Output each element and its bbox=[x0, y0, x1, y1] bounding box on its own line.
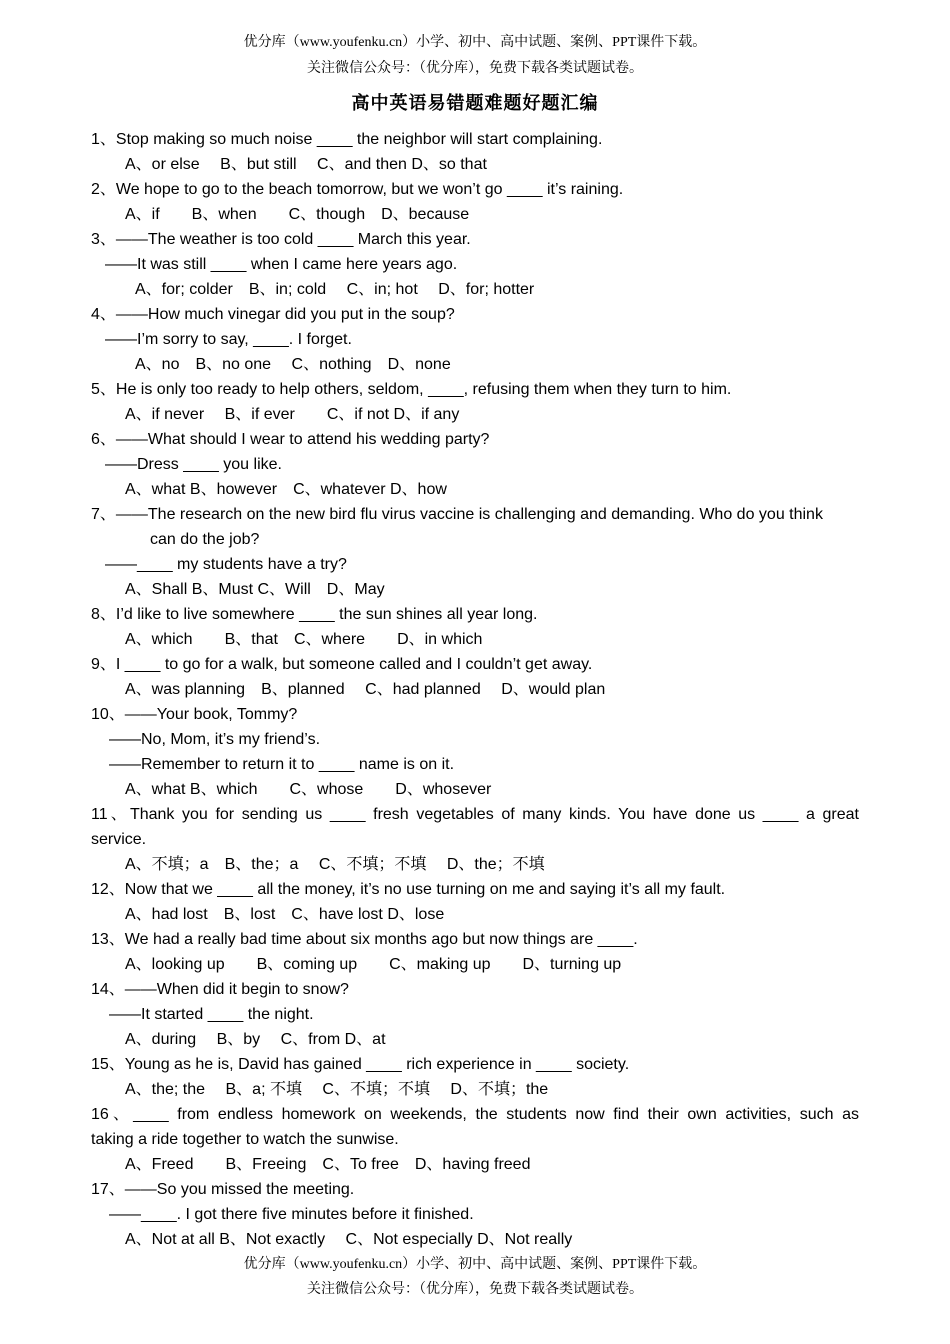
question-options: A、was planning B、planned C、had planned D、would plan bbox=[125, 681, 606, 698]
question-options: A、no B、no one C、nothing D、none bbox=[135, 356, 451, 373]
question-stem: 4、——How much vinegar did you put in the soup? bbox=[91, 306, 455, 323]
question-options: A、Shall B、Must C、Will D、May bbox=[125, 581, 385, 598]
question-stem-continued: can do the job? bbox=[150, 531, 260, 548]
question-options: A、the; the B、a; 不填 C、不填；不填 D、不填；the bbox=[125, 1081, 549, 1098]
question-dialog: ——It started ____ the night. bbox=[109, 1006, 314, 1023]
question-stem: 11、Thank you for sending us ____ fresh vegetables of many kinds. You have done us ____ a great bbox=[91, 806, 859, 823]
question-stem: 16、____ from endless homework on weekends, the students now find their own activities, such as bbox=[91, 1106, 859, 1123]
question-stem: 3、——The weather is too cold ____ March this year. bbox=[91, 231, 471, 248]
question-options: A、Not at all B、Not exactly C、Not especially D、Not really bbox=[125, 1231, 573, 1248]
footer-site-line: 优分库（www.youfenku.cn）小学、初中、高中试题、案例、PPT课件下载。 bbox=[243, 1257, 707, 1272]
question-options: A、Freed B、Freeing C、To free D、having freed bbox=[125, 1156, 531, 1173]
question-dialog: ——It was still ____ when I came here years ago. bbox=[105, 256, 458, 273]
page-title: 高中英语易错题难题好题汇编 bbox=[351, 93, 599, 114]
question-options: A、if B、when C、though D、because bbox=[125, 206, 470, 223]
question-options: A、during B、by C、from D、at bbox=[125, 1031, 386, 1048]
question-stem: 10、——Your book, Tommy? bbox=[91, 706, 298, 723]
question-dialog: ——No, Mom, it’s my friend’s. bbox=[109, 731, 321, 748]
footer-wechat-line: 关注微信公众号：（优分库），免费下载各类试题试卷。 bbox=[307, 1282, 643, 1297]
question-stem-continued: service. bbox=[91, 831, 147, 848]
question-dialog: ——Remember to return it to ____ name is on it. bbox=[109, 756, 455, 773]
question-options: A、which B、that C、where D、in which bbox=[125, 631, 483, 648]
question-stem: 14、——When did it begin to snow? bbox=[91, 981, 349, 998]
header-wechat-line: 关注微信公众号：（优分库），免费下载各类试题试卷。 bbox=[307, 61, 643, 76]
question-stem: 2、We hope to go to the beach tomorrow, but we won’t go ____ it’s raining. bbox=[91, 181, 624, 198]
question-options: A、looking up B、coming up C、making up D、turning up bbox=[125, 956, 622, 973]
question-stem: 12、Now that we ____ all the money, it’s no use turning on me and saying it’s all my fault. bbox=[91, 881, 726, 898]
question-options: A、or else B、but still C、and then D、so that bbox=[125, 156, 487, 173]
question-stem: 8、I’d like to live somewhere ____ the sun shines all year long. bbox=[91, 606, 538, 623]
question-options: A、had lost B、lost C、have lost D、lose bbox=[125, 906, 445, 923]
question-dialog: ——I’m sorry to say, ____. I forget. bbox=[105, 331, 352, 348]
question-stem: 9、I ____ to go for a walk, but someone called and I couldn’t get away. bbox=[91, 656, 593, 673]
question-stem: 17、——So you missed the meeting. bbox=[91, 1181, 355, 1198]
question-stem: 13、We had a really bad time about six months ago but now things are ____. bbox=[91, 931, 638, 948]
question-stem: 7、——The research on the new bird flu virus vaccine is challenging and demanding. Who do you think bbox=[91, 506, 823, 523]
question-options: A、what B、however C、whatever D、how bbox=[125, 481, 447, 498]
question-options: A、for; colder B、in; cold C、in; hot D、for; hotter bbox=[135, 281, 535, 298]
question-dialog: ——____ my students have a try? bbox=[105, 556, 347, 573]
question-options: A、不填；a B、the；a C、不填；不填 D、the；不填 bbox=[125, 856, 545, 873]
question-stem: 15、Young as he is, David has gained ____ rich experience in ____ society. bbox=[91, 1056, 630, 1073]
header-site-line: 优分库（www.youfenku.cn）小学、初中、高中试题、案例、PPT课件下载。 bbox=[243, 35, 707, 50]
question-stem: 6、——What should I wear to attend his wedding party? bbox=[91, 431, 490, 448]
question-dialog: ——____. I got there five minutes before it finished. bbox=[109, 1206, 474, 1223]
question-options: A、if never B、if ever C、if not D、if any bbox=[125, 406, 460, 423]
question-stem-continued: taking a ride together to watch the sunwise. bbox=[91, 1131, 399, 1148]
question-dialog: ——Dress ____ you like. bbox=[105, 456, 282, 473]
question-options: A、what B、which C、whose D、whosever bbox=[125, 781, 492, 798]
question-stem: 5、He is only too ready to help others, seldom, ____, refusing them when they turn to him. bbox=[91, 381, 732, 398]
question-stem: 1、Stop making so much noise ____ the neighbor will start complaining. bbox=[91, 131, 603, 148]
